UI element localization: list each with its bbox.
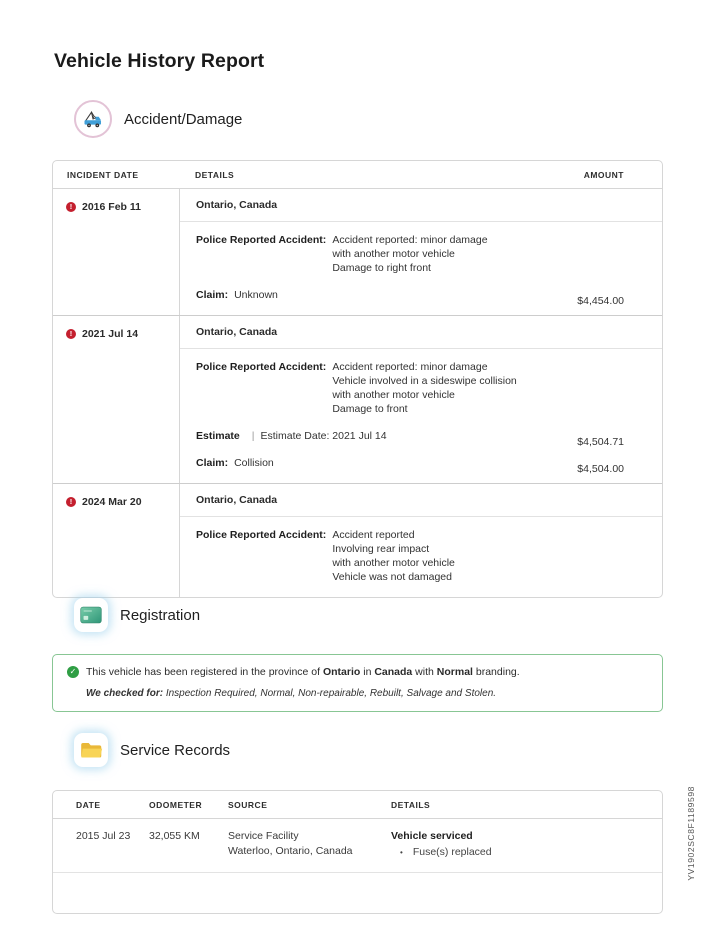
service-table-body [53,819,662,873]
incident-sections [180,222,662,315]
column-service-details: DETAILS [391,800,431,810]
detail-line: with another motor vehicle [332,389,455,401]
accident-section-title: Accident/Damage [124,110,243,128]
service-row [53,819,662,873]
folder-icon [74,733,108,767]
detail-line: Vehicle involved in a sideswipe collision [332,375,517,387]
accident-table [52,160,663,598]
incident-date: 2016 Feb 11 [82,201,141,213]
detail-lines [332,360,516,416]
source-line: Service Facility [228,830,299,842]
registration-message-part: Canada [374,666,413,678]
service-empty-row [53,873,662,913]
separator: | [251,430,255,442]
amount-value: $4,504.00 [577,463,624,475]
service-source [228,829,391,860]
accident-table-body [53,189,662,597]
registration-message-part: in [360,666,375,678]
incident-sections [180,517,662,597]
detail-line: Damage to front [332,403,408,415]
check-icon: ✓ [67,666,79,678]
field-label: Claim: [196,289,229,301]
accident-section-header [74,100,242,138]
amount-value: $4,454.00 [577,295,624,307]
registration-message-part: branding. [472,666,520,678]
registration-checked-for [67,688,648,699]
field-label: Claim: [196,457,229,469]
checked-for-label: We checked for: [86,688,164,699]
incident-location: Ontario, Canada [180,189,662,222]
incident-sections [180,349,662,483]
field-label: Police Reported Accident: [196,234,327,246]
alert-icon: ! [66,329,76,339]
field-label: Police Reported Accident: [196,361,327,373]
incident-date-cell [53,484,179,597]
claim-type: Unknown [234,289,278,301]
service-date: 2015 Jul 23 [76,830,131,842]
incident-date-cell [53,316,179,483]
source-line: Waterloo, Ontario, Canada [228,845,353,857]
column-odometer: ODOMETER [149,800,203,810]
incident-estimate-row [196,429,646,448]
registration-status-box [52,654,663,712]
column-source: SOURCE [228,800,268,810]
registration-message-part: This vehicle has been registered in the province of [86,666,323,678]
incident-group [53,189,662,316]
detail-line: Vehicle was not damaged [332,571,452,583]
registration-section-header [74,598,200,632]
vin-watermark: YV1902SC8F1189598 [686,786,696,881]
service-detail-text: Fuse(s) replaced [412,846,492,858]
detail-line: Accident reported: minor damage [332,234,488,246]
service-detail-item [391,845,662,860]
checked-for-values: Inspection Required, Normal, Non-repairable, Rebuilt, Salvage and Stolen. [165,688,497,699]
incident-claim-row [196,288,646,307]
detail-line: Accident reported [332,529,415,541]
incident-police-row [196,360,646,416]
detail-lines [332,233,487,275]
column-date: DATE [76,800,101,810]
service-details [391,829,662,860]
alert-icon: ! [66,497,76,507]
registration-message-part: with [412,666,437,678]
incident-group [53,316,662,484]
incident-police-row [196,233,646,275]
incident-location: Ontario, Canada [180,316,662,349]
page-title: Vehicle History Report [54,50,265,72]
bullet-icon: • [400,848,403,857]
registration-card-icon [74,598,108,632]
service-details-title: Vehicle serviced [391,830,473,842]
detail-line: Accident reported: minor damage [332,361,488,373]
service-table-header [53,791,662,819]
tow-truck-icon [74,100,112,138]
incident-location: Ontario, Canada [180,484,662,517]
detail-line: with another motor vehicle [332,248,455,260]
service-records-table [52,790,663,914]
incident-group [53,484,662,597]
incident-details-cell [179,484,662,597]
column-details: DETAILS [195,170,235,180]
detail-line: with another motor vehicle [332,557,455,569]
service-section-title: Service Records [120,741,231,759]
column-amount: AMOUNT [583,170,624,180]
detail-line: Damage to right front [332,262,431,274]
incident-details-cell [179,316,662,483]
registration-status-line [67,666,648,679]
incident-date-cell [53,189,179,315]
incident-police-row [196,528,646,584]
column-incident-date: INCIDENT DATE [67,170,139,180]
incident-details-cell [179,189,662,315]
incident-date: 2024 Mar 20 [82,496,142,508]
registration-section-title: Registration [120,606,201,624]
incident-date: 2021 Jul 14 [82,328,139,340]
field-label: Estimate [196,430,240,442]
detail-lines [332,528,455,584]
estimate-date: Estimate Date: 2021 Jul 14 [260,430,387,442]
amount-value: $4,504.71 [577,436,624,448]
accident-table-header [53,161,662,189]
alert-icon: ! [66,202,76,212]
service-odometer: 32,055 KM [149,830,200,842]
registration-message-part: Normal [436,666,473,678]
registration-message-part: Ontario [322,666,361,678]
detail-line: Involving rear impact [332,543,430,555]
service-section-header [74,733,230,767]
field-label: Police Reported Accident: [196,529,327,541]
incident-claim-row [196,456,646,475]
claim-type: Collision [234,457,274,469]
registration-message [86,666,520,679]
